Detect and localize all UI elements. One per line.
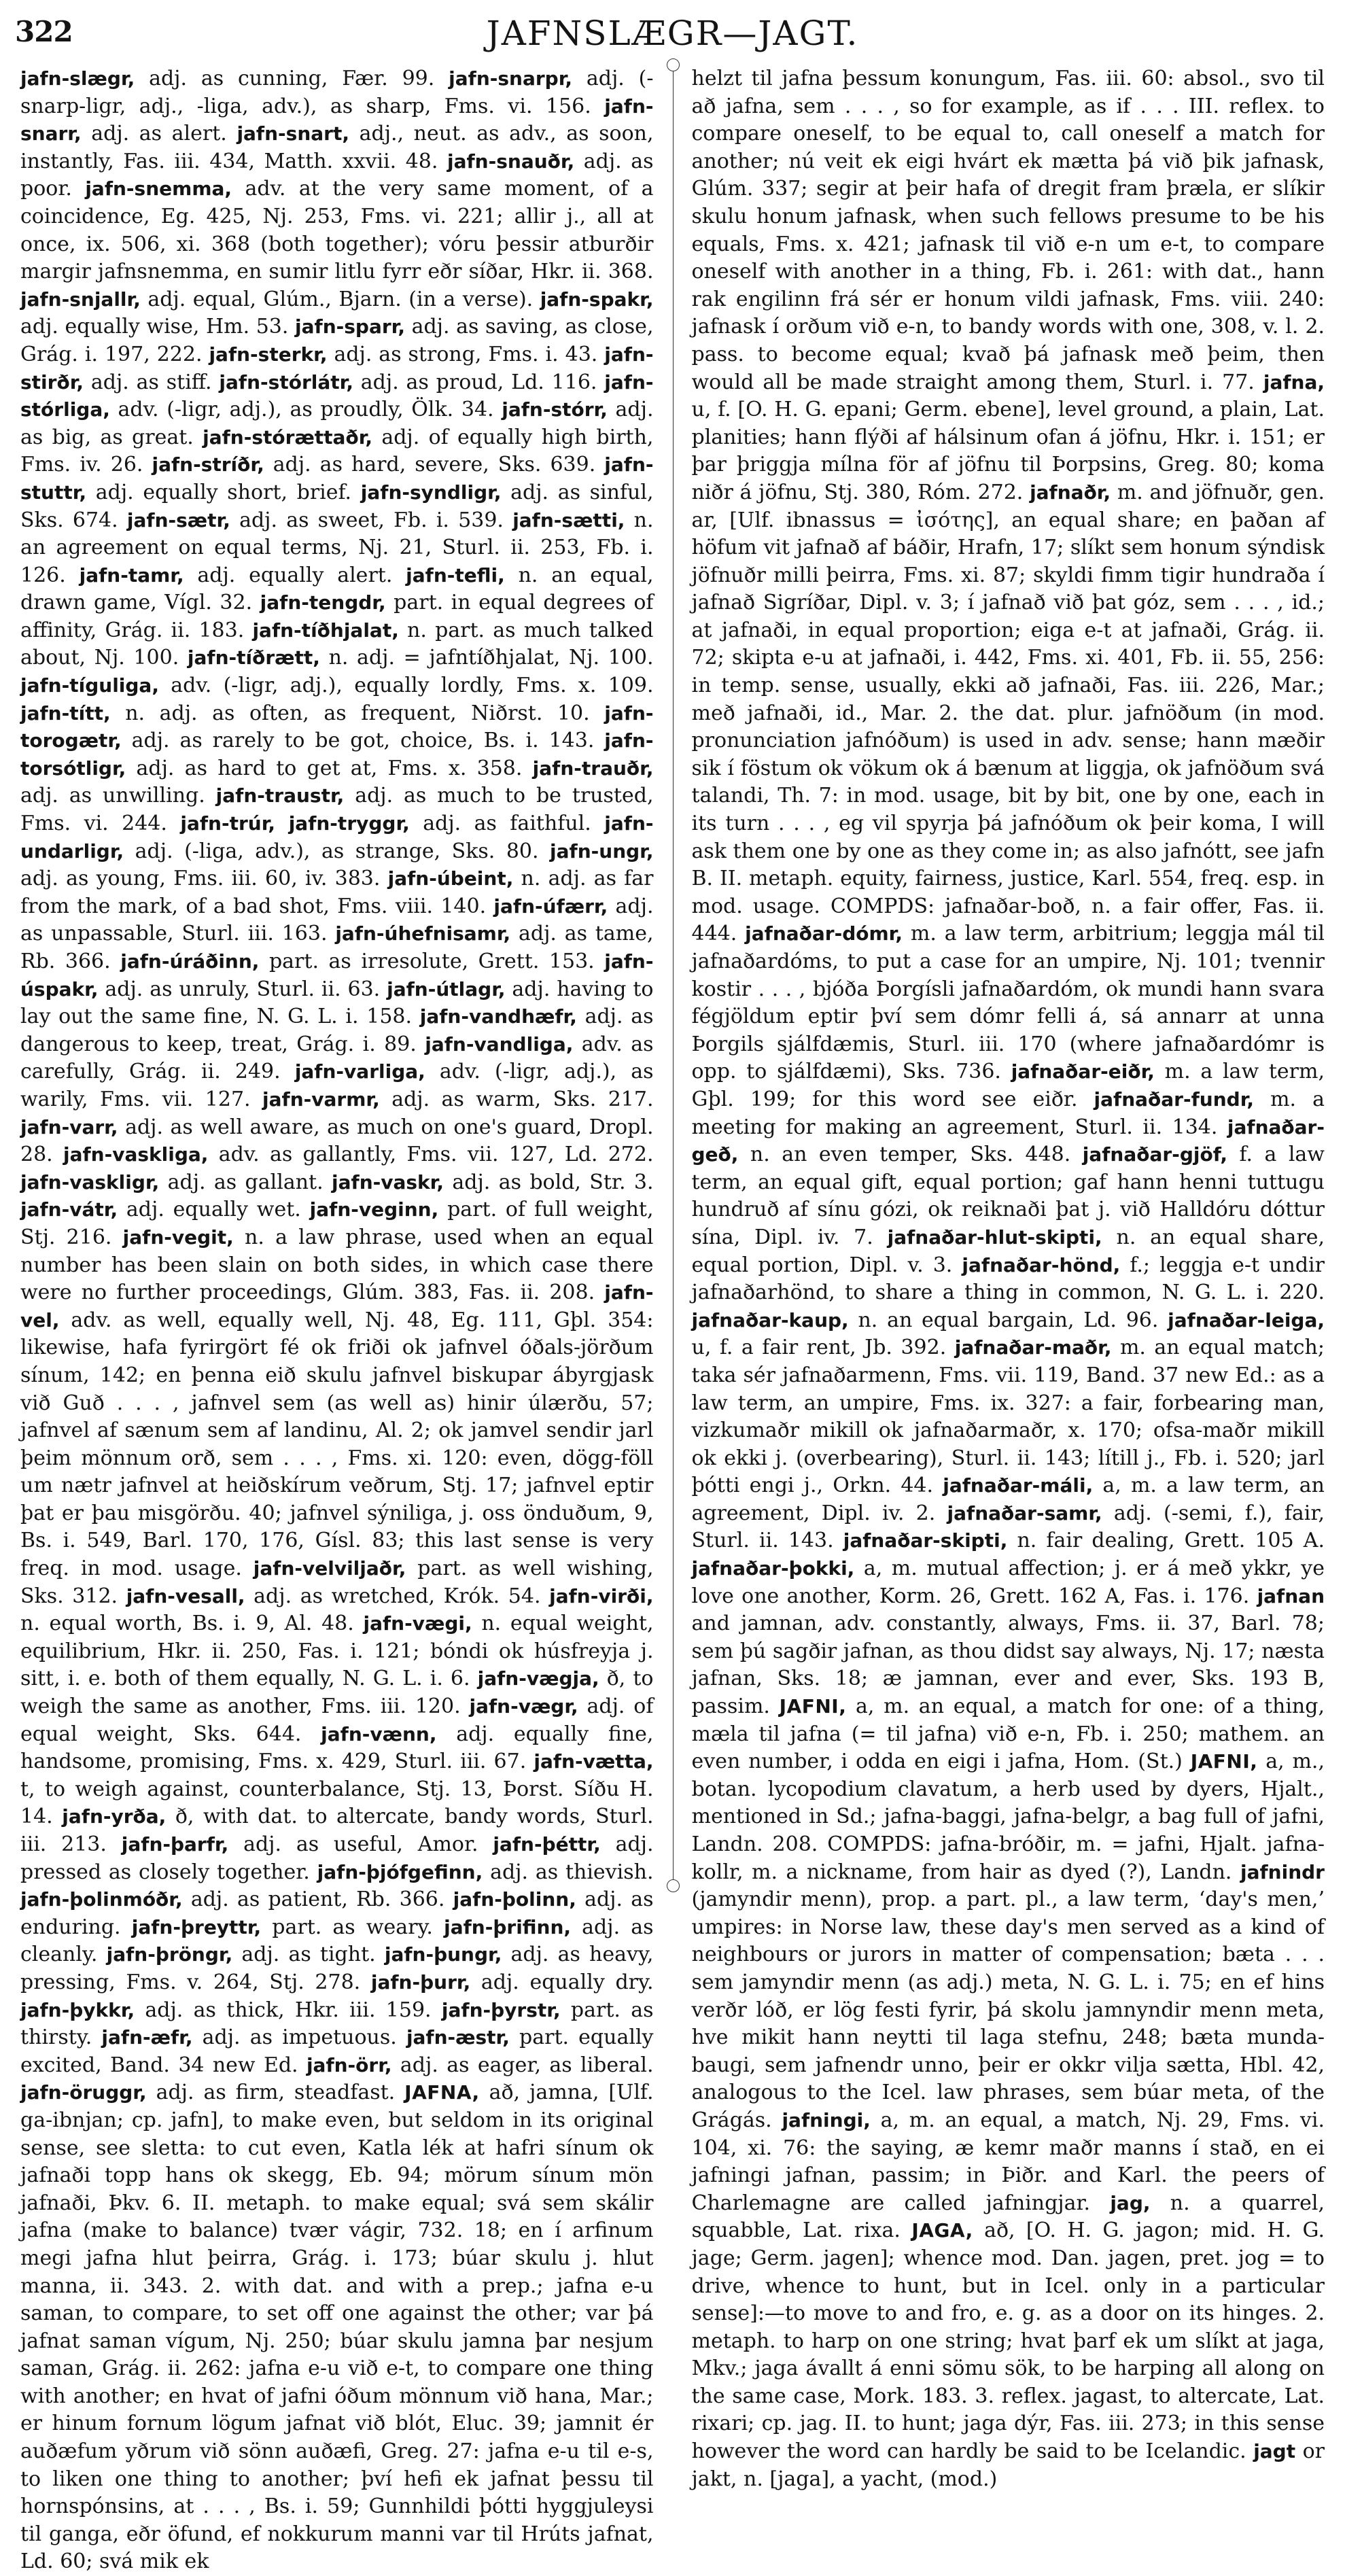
definition: part. as weary. xyxy=(272,1915,433,1939)
definition: adj. as well aware, as much on one's guard, Dropl. 28. xyxy=(20,1115,654,1167)
definition: adj. as wretched, Krók. 54. xyxy=(254,1584,541,1608)
definition: and jamnan, adv. constantly, always, Fms. ii. 37, Barl. 78; sem þú sagðir jafnan, as thou didst say always, Nj. 17; næsta jafnan, Sks. 18; æ jamnan, ever and ever, Sks. 193 B, passim. xyxy=(691,1612,1325,1719)
headword: jafn-tengdr, xyxy=(260,591,386,614)
definition: adj. (-semi, f.), fair, Sturl. ii. 143. xyxy=(691,1501,1325,1553)
definition: adj. equal, Glúm., Bjarn. (in a verse). xyxy=(147,287,534,311)
headword: jafn-velviljaðr, xyxy=(253,1557,406,1580)
headword: jafn-vænn, xyxy=(321,1722,437,1745)
headword: jafn-vætta, xyxy=(534,1750,654,1773)
definition: m. a law term, Gþl. 199; for this word see eiðr. xyxy=(691,1060,1325,1111)
headword: jafn-varr, xyxy=(20,1115,118,1138)
definition: adj. as tight. xyxy=(241,1943,376,1967)
headword: jafn-vaskligr, xyxy=(20,1170,160,1194)
definition: (jamyndir menn), prop. a part. pl., a law term, ‘day's men,’ umpires: in Norse law, these day's men served as a kind of neighbours or jurors in matter of compensation; bæta . . . sem jamyndir menn (as adj.) meta, N. G. L. i. 75; en ef hins verðr lóð, er lög festi fyrir, þá skolu jamnyndir menn meta, hve mikit hann neytti til laga stefnu, 248; bæta munda-baugi, sem jafnendr unno, þeir er okkr vilja sætta, Hbl. 42, analogous to the Icel. law phrases, sem búar meta, of the Grágás. xyxy=(691,1887,1325,2132)
definition: n. a law phrase, used when an equal number has been slain on both sides, in which case there were no further proceedings, Glúm. 383, Fas. ii. 208. xyxy=(20,1225,654,1305)
definition: adj. as proud, Ld. 116. xyxy=(360,370,597,394)
columns xyxy=(20,65,1325,2574)
definition: a, m. a law term, an agreement, Dipl. iv. 2. xyxy=(691,1474,1325,1525)
definition: adj. equally short, brief. xyxy=(95,480,352,504)
headword: jafn-torsótligr, xyxy=(20,729,654,780)
headword: jafn-stríðr, xyxy=(152,453,264,476)
definition: n. equal worth, Bs. i. 9, Al. 48. xyxy=(20,1612,354,1636)
definition: adj. as dangerous to keep, treat, Grág. i. 89. xyxy=(20,1005,654,1056)
headword: jafn-úfærr, xyxy=(493,894,608,918)
headword: jafn-spakr, xyxy=(540,288,654,311)
headword: jafn-traustr, xyxy=(215,784,345,807)
definition: adj. as firm, steadfast. xyxy=(156,2081,396,2105)
definition: adj. as big, as great. xyxy=(20,398,654,449)
headword: jafn-æstr, xyxy=(406,2026,510,2049)
headword: jafn-sætti, xyxy=(512,508,625,532)
definition: að, jamna, [Ulf. ga-ibnjan; cp. jafn], to make even, but seldom in its original sense, see sletta: to cut even, Katla lék at hafri sínum ok jafnaði topp hans ok skegg, Eb. 94; mörum sínum mön jafnaði, Þkv. 6. II. metaph. to make equal; svá sem skálir jafna (make to balance) tvær vágir, 732. 18; en í arfinum megi jafna hlut þeirra, Grág. i. 173; búar skulu j. hlut manna, ii. 343. 2. with dat. and with a prep.; jafna e-u saman, to compare, to set off one against the other; var þá jafnat saman vígum, Nj. 250; búar skulu jamna þar nesjum saman, Grág. ii. 262: jafna e-u við e-t, to compare one thing with another; en hvat of jafni óðum mönnum við hana, Mar.; er hinum fornum lögum jafnat við blót, Eluc. 39; jamnit ér auðæfum yðrum við sönn auðæfi, Greg. 27: jafna e-u til e-s, to liken one thing to another; því hefi ek jafnat þessu til hornspónsins, at . . . , Bs. i. 59; Gunnhildi þótti hyggjuleysi til ganga, eðr öfund, ef nokkurum manni var til Hrúts jafnat, Ld. 60; svá mik ek xyxy=(20,2081,654,2574)
running-head: JAFNSLÆGR—JAGT. xyxy=(486,14,859,53)
headword: jafnaðar-leiga, xyxy=(1168,1308,1325,1331)
definition: adj. of equal weight, Sks. 644. xyxy=(20,1694,654,1746)
headword: jafnaðar-geð, xyxy=(691,1115,1325,1166)
definition: ð, with dat. to altercate, bandy words, Sturl. iii. 213. xyxy=(20,1805,654,1856)
headword: jafn-vandhæfr, xyxy=(419,1005,577,1028)
headword: jafn-torogætr, xyxy=(20,701,654,752)
headword: jafn-vægi, xyxy=(363,1612,472,1635)
definition: adv. at the very same moment, of a coincidence, Eg. 425, Nj. 253, Fms. vi. 221; allir j., all at once, ix. 506, xi. 368 (both together); vóru þessir atburðir margir jafnsnemma, en sumir litlu fyrr eðr síðar, Hkr. ii. 368. xyxy=(20,177,654,284)
headword: jafn-sterkr, xyxy=(209,343,328,366)
headword: jafn-stuttr, xyxy=(20,453,654,504)
definition: adj. as young, Fms. iii. 60, iv. 383. xyxy=(20,867,381,891)
headword: jafn-vægja, xyxy=(477,1667,599,1690)
page-number: 322 xyxy=(15,15,73,48)
headword: JAFNI, xyxy=(1190,1750,1258,1773)
headword: jafn-örr, xyxy=(306,2053,392,2076)
definition: adj., neut. as adv., as soon, instantly, Fas. iii. 434, Matth. xxvii. 48. xyxy=(20,122,654,173)
definition: m. an equal match; taka sér jafnaðarmenn, Fms. vii. 119, Band. 37 new Ed.: as a law term, an umpire, Fms. ix. 327: a fair, forbearing man, vizkumaðr mikill ok jafnaðarmaðr, x. 170; ofsa-maðr mikill ok ekki j. (overbearing), Sturl. ii. 143; lítill j., Fb. i. 520; jarl þótti engi j., Orkn. 44. xyxy=(691,1336,1325,1498)
headword: jafn-stirðr, xyxy=(20,343,654,394)
definition: part. as well wishing, Sks. 312. xyxy=(20,1556,654,1608)
headword: jafnaðar-fundr, xyxy=(1094,1087,1255,1111)
definition: part. in equal degrees of affinity, Grág. ii. 183. xyxy=(20,591,654,642)
definition: adj. as hard, severe, Sks. 639. xyxy=(273,453,596,477)
headword: jafn-syndligr, xyxy=(360,481,502,504)
definition: adj. as unpassable, Sturl. iii. 163. xyxy=(20,894,654,946)
definition: adj. as eager, as liberal. xyxy=(400,2053,654,2077)
definition: n. fair dealing, Grett. 105 A. xyxy=(1017,1529,1325,1553)
definition: ð, to weigh the same as another, Fms. iii. 120. xyxy=(20,1667,654,1719)
headword: jafn-snarr, xyxy=(20,94,654,145)
definition: n. an equal, drawn game, Vígl. 32. xyxy=(20,563,654,615)
headword: jafnaðar-kaup, xyxy=(691,1308,849,1331)
definition: adj. having to lay out the same fine, N. G. L. i. 158. xyxy=(20,977,654,1029)
definition: n. a quarrel, squabble, Lat. rixa. xyxy=(691,2191,1325,2243)
definition: adv. (-ligr, adj.), equally lordly, Fms. x. 109. xyxy=(171,674,654,698)
headword: jafn-vátr, xyxy=(20,1198,118,1221)
definition: or jakt, n. [jaga], a yacht, (mod.) xyxy=(691,2439,1325,2491)
definition: adj. as much to be trusted, Fms. vi. 244. xyxy=(20,784,654,836)
definition: adj. as patient, Rb. 366. xyxy=(190,1887,445,1912)
headword: jafnaðar-skipti, xyxy=(843,1529,1008,1552)
headword: JAFNI, xyxy=(779,1695,847,1718)
definition: n. adj. as far from the mark, of a bad shot, Fms. viii. 140. xyxy=(20,867,654,918)
headword: jafn-trúr, jafn-tryggr, xyxy=(180,812,410,835)
definition: adj. as warm, Sks. 217. xyxy=(391,1087,654,1111)
headword: jafn-veginn, xyxy=(309,1198,439,1221)
definition: a, m. mutual affection; j. er á með ykkr, ye love one another, Korm. 26, Grett. 162 A, Fas. i. 176. xyxy=(691,1556,1325,1608)
headword: jag, xyxy=(1110,2191,1151,2214)
headword: jafn-úbeint, xyxy=(387,867,514,890)
definition: a, m. an equal, a match for one: of a thing, mæla til jafna (= til jafna) við e-n, Fb. i. 250; mathem. an even number, i odda en eigi i jafna, Hom. (St.) xyxy=(691,1694,1325,1774)
definition: adv. as carefully, Grág. ii. 249. xyxy=(20,1032,654,1084)
definition: adj. as thick, Hkr. iii. 159. xyxy=(145,1998,432,2022)
dictionary-text-block xyxy=(692,65,1325,2493)
definition: adj. as sinful, Sks. 674. xyxy=(20,480,654,532)
headword: jafn-þéttr, xyxy=(493,1833,601,1856)
definition: f. a law term, an equal gift, equal portion; gaf hann henni tuttugu hundruð af sínu gózi, ok reiknaði þat j. við Halldóru dóttur sína, Dipl. iv. 7. xyxy=(691,1143,1325,1249)
headword: jafnaðar-gjöf, xyxy=(1082,1143,1227,1166)
definition: helzt til jafna þessum konungum, Fas. iii. 60: absol., svo til að jafna, sem . . . , so for example, as if . . . III. reflex. to compare oneself, to be equal to, call oneself a match for another; nú veit ek eigi hvárt ek mætta þá við þik jafnask, Glúm. 337; segir at þeir hafa of dregit fram þræla, er slíkir skulu honum jafnask, when such fellows presume to be his equals, Fms. x. 421; jafnask til við e-n um e-t, to compare oneself with another in a thing, Fb. i. 261: with dat., hann rak engilinn frá sér er honum vildi jafnask, Fms. viii. 240: jafnask í orðum við e-n, to bandy words with one, 308, v. l. 2. pass. to become equal; kvað þá jafnask með þeim, then would all be made straight among them, Sturl. i. 77. xyxy=(691,67,1325,394)
headword: jafn-trauðr, xyxy=(532,756,654,780)
definition: n. an even temper, Sks. 448. xyxy=(750,1143,1071,1167)
headword: jafn-úspakr, xyxy=(20,950,654,1000)
definition: adj. of equally high birth, Fms. iv. 26. xyxy=(20,425,654,477)
headword: jafnaðar-maðr, xyxy=(954,1336,1112,1359)
headword: jafn-stórlátr, xyxy=(219,370,353,394)
definition: adv. as gallantly, Fms. vii. 127, Ld. 272. xyxy=(218,1143,654,1167)
definition: adj. as heavy, pressing, Fms. v. 264, Stj. 278. xyxy=(20,1943,654,1994)
definition: part. as thirsty. xyxy=(20,1998,654,2050)
headword: jafn-stórliga, xyxy=(20,370,654,421)
headword: JAGA, xyxy=(911,2219,973,2242)
definition: adj. as impetuous. xyxy=(202,2025,397,2050)
definition: adj. as unruly, Sturl. ii. 63. xyxy=(105,977,381,1001)
headword: jafn-vandliga, xyxy=(425,1032,574,1056)
definition: part. equally excited, Band. 34 new Ed. xyxy=(20,2025,654,2077)
headword: jafn-þungr, xyxy=(384,1943,502,1966)
definition: u, f. a fair rent, Jb. 392. xyxy=(691,1336,947,1360)
definition: adj. as sweet, Fb. i. 539. xyxy=(239,508,504,532)
definition: adj. as stiff. xyxy=(90,370,212,394)
definition: adj. as cleanly. xyxy=(20,1915,654,1967)
headword: jafn-snart, xyxy=(237,122,349,145)
definition: part. of full weight, Stj. 216. xyxy=(20,1198,654,1249)
headword: jafnaðar-hlut-skipti, xyxy=(887,1225,1102,1249)
headword: jafn-þurr, xyxy=(370,1970,471,1994)
headword: jafn-úráðinn, xyxy=(120,950,260,973)
headword: jafn-tíðhjalat, xyxy=(252,619,399,642)
headword: jagt xyxy=(1253,2440,1296,2463)
definition: part. as irresolute, Grett. 153. xyxy=(268,950,595,973)
definition: f.; leggja e-t undir jafnaðarhönd, to share a thing in common, N. G. L. i. 220. xyxy=(691,1253,1325,1305)
definition: n. part. as much talked about, Nj. 100. xyxy=(20,618,654,670)
headword: jafn-snauðr, xyxy=(447,150,575,173)
definition: adj. equally wet. xyxy=(126,1198,301,1222)
headword: jafnaðar-dómr, xyxy=(745,922,903,945)
headword: jafn-snarpr, xyxy=(449,67,573,90)
definition: m. a meeting for making an agreement, Sturl. ii. 134. xyxy=(691,1087,1325,1139)
headword: jafn-vegit, xyxy=(122,1225,234,1249)
headword: jafn-þröngr, xyxy=(106,1943,233,1966)
definition: adj. as gallant. xyxy=(167,1170,324,1194)
headword: jafn-öruggr, xyxy=(20,2081,147,2104)
headword: jafn-vel, xyxy=(20,1281,654,1331)
definition: n. an equal share, equal portion, Dipl. v. 3. xyxy=(691,1225,1325,1277)
definition: n. an equal bargain, Ld. 96. xyxy=(858,1308,1159,1332)
headword: jafnaðr, xyxy=(1030,481,1111,504)
headword: jafn-þarfr, xyxy=(121,1833,229,1856)
definition: adj. as strong, Fms. i. 43. xyxy=(334,342,598,366)
definition: adj. equally fine, handsome, promising, Fms. x. 429, Sturl. iii. 67. xyxy=(20,1722,654,1774)
headword: jafn-æfr, xyxy=(101,2026,193,2049)
definition: adj. as enduring. xyxy=(20,1887,654,1939)
headword: jafn-þyrstr, xyxy=(441,1998,561,2021)
headword: jafnaðar-máli, xyxy=(943,1474,1094,1497)
headword: jafn-sparr, xyxy=(295,315,405,338)
headword: jafn-ungr, xyxy=(550,839,654,863)
headword: jafn-undarligr, xyxy=(20,812,654,863)
headword: jafn-vaskr, xyxy=(332,1170,444,1194)
left-column xyxy=(20,65,654,2574)
headword: jafnindr xyxy=(1240,1860,1325,1883)
headword: jafn-snjallr, xyxy=(20,288,141,311)
headword: jafn-tíðrætt, xyxy=(187,646,320,669)
definition: adj. pressed as closely together. xyxy=(20,1832,654,1884)
definition: a, m. an equal, a match, Nj. 29, Fms. vi. 104, xi. 76: the saying, æ kemr maðr manns í stað, en ei jafningi jafnan, passim; in Þiðr. and Karl. the peers of Charlemagne are called jafningjar. xyxy=(691,2108,1325,2215)
definition: adj. as useful, Amor. xyxy=(243,1832,478,1856)
headword: jafn-úhefnisamr, xyxy=(335,922,511,945)
headword: jafnaðar-eiðr, xyxy=(1011,1060,1155,1083)
headword: JAFNA, xyxy=(404,2081,480,2104)
headword: jafn-stórr, xyxy=(502,398,608,421)
headword: jafn-slægr, xyxy=(20,67,135,90)
headword: jafn-varliga, xyxy=(294,1060,425,1083)
definition: n. adj. as often, as frequent, Niðrst. 10. xyxy=(125,701,590,725)
headword: jafnaðar-þokki, xyxy=(691,1557,855,1580)
headword: jafn-þykkr, xyxy=(20,1998,135,2021)
headword: jafn-tíguliga, xyxy=(20,674,159,697)
definition: adv. (-ligr, adj.), as proudly, Ölk. 34. xyxy=(118,398,494,422)
definition: adj. equally wise, Hm. 53. xyxy=(20,315,289,339)
definition: adv. as well, equally well, Nj. 48, Eg. 111, Gþl. 354: likewise, hafa fyrirgört fé ok friði ok jafnvel óðals-jörðum sínum, 142; en þenna eið skulu jafnvel biskupar ábyrgjask við Guð . . . , jafnvel sem (as well as) hinir úlærðu, 57; jafnvel af sænum sem af landinu, Al. 2; ok jamvel sendir jarl þeim mönnum orð, sem . . . , Fms. xi. 120: even, dögg-föll um nætr jafnvel at heiðskírum veðrum, Stj. 17; jafnvel eptir þat er þau misgörðu. 40; jafnvel sýniliga, j. oss önduðum, 9, Bs. i. 549, Barl. 170, 176, Gísl. 83; this last sense is very freq. in mod. usage. xyxy=(20,1308,654,1581)
definition: adj. equally dry. xyxy=(481,1970,654,1994)
definition: adj. as thievish. xyxy=(490,1860,654,1884)
definition: a, m., botan. lycopodium clavatum, a herb used by dyers, Hjalt., mentioned in Sd.; jafna-baggi, jafna-belgr, a bag full of jafni, Landn. 208. COMPDS: jafna-bróðir, m. = jafni, Hjalt. jafna-kollr, m. a nickname, from hair as dyed (?), Landn. xyxy=(691,1750,1325,1884)
headword: jafn-tamr, xyxy=(79,563,184,587)
definition: adj. as hard to get at, Fms. x. 358. xyxy=(136,756,523,780)
headword: jafn-stórættaðr, xyxy=(203,425,373,449)
headword: jafn-títt, xyxy=(20,701,111,725)
headword: jafnan xyxy=(1257,1584,1325,1607)
headword: jafn-þolinmóðr, xyxy=(20,1888,183,1911)
headword: jafningi, xyxy=(782,2108,871,2131)
headword: jafn-varmr, xyxy=(262,1087,380,1111)
headword: jafnaðar-hönd, xyxy=(962,1253,1121,1276)
definition: adj. (-snarp-ligr, adj., -liga, adv.), as sharp, Fms. vi. 156. xyxy=(20,67,654,118)
headword: jafnaðar-samr, xyxy=(947,1501,1102,1525)
headword: jafn-vægr, xyxy=(469,1695,578,1718)
definition: adj. as poor. xyxy=(20,149,654,201)
headword: jafn-yrða, xyxy=(62,1805,167,1828)
definition: adj. as faithful. xyxy=(423,812,591,836)
headword: jafn-virði, xyxy=(549,1584,654,1607)
definition: adj. (-liga, adv.), as strange, Sks. 80. xyxy=(135,839,539,863)
headword: jafna, xyxy=(1263,370,1325,394)
definition: adj. as rarely to be got, choice, Bs. i. 143. xyxy=(131,729,595,753)
headword: jafn-þjófgefinn, xyxy=(317,1860,483,1883)
headword: jafn-sætr, xyxy=(126,508,230,532)
definition: adj. as saving, as close, Grág. i. 197, 222. xyxy=(20,315,654,366)
definition: að, [O. H. G. jagon; mid. H. G. jage; Germ. jagen]; whence mod. Dan. jagen, pret. jog = to drive, whence to hunt, but in Icel. only in a particular sense]:—to move to and fro, e. g. as a door on its hinges. 2. metaph. to harp on one string; hvat þarf ek um slíkt at jaga, Mkv.; jaga ávallt á enni sömu sök, to be harping all along on the same case, Mork. 183. 3. reflex. jagast, to altercate, Lat. rixari; cp. jag. II. to hunt; jaga dýr, Fas. iii. 273; in this sense however the word can hardly be said to be Icelandic. xyxy=(691,2218,1325,2464)
definition: n. adj. = jafntíðhjalat, Nj. 100. xyxy=(328,646,654,670)
headword: jafn-þrifinn, xyxy=(444,1915,572,1938)
definition: m. and jöfnuðr, gen. ar, [Ulf. ibnassus = ἰσότης], an equal share; en þaðan af höfum vit jafnað af báðir, Hrafn, 17; slíkt sem honum sýndisk jöfnuðr milli þeirra, Fms. xi. 87; skyldi fimm tigir hundraða í jafnað Sigríðar, Dipl. v. 3; í jafnað við þat góz, sem . . . , id.; at jafnaði, in equal proportion; eiga e-t at jafnaði, Grág. ii. 72; skipta e-u at jafnaði, i. 442, Fms. xi. 401, Fb. ii. 55, 256: in temp. sense, usually, ekki að jafnaði, Fas. iii. 226, Mar.; með jafnaði, id., Mar. 2. the dat. plur. jafnöðum (in mod. pronunciation jafnóðum) is used in adv. sense; hann mæðir sik í föstum ok vökum ok á bænum at liggja, ok jafnöðum svá talandi, Th. 7: in mod. usage, bit by bit, one by one, each in its turn . . . , eg vil spyrja þá jafnóðum ok þeir koma, I will ask them one by one as they come in; as also jafnótt, see jafn B. II. metaph. equity, fairness, justice, Karl. 554, freq. esp. in mod. usage. COMPDS: jafnaðar-boð, n. a fair offer, Fas. ii. 444. xyxy=(691,480,1325,946)
right-column xyxy=(691,65,1325,2491)
headword: jafn-vaskliga, xyxy=(63,1143,209,1166)
definition: adj. as alert. xyxy=(91,122,227,146)
definition: adj. equally alert. xyxy=(197,563,393,587)
definition: n. an agreement on equal terms, Nj. 21, Sturl. ii. 253, Fb. i. 126. xyxy=(20,508,654,587)
definition: adv. (-ligr, adj.), as warily, Fms. vii. 127. xyxy=(20,1060,654,1111)
headword: jafn-tefli, xyxy=(406,563,505,587)
definition: u, f. [O. H. G. epani; Germ. ebene], level ground, a plain, Lat. planities; hann flýði af hálsinum ofan á jöfnu, Hkr. i. 151; er þar þriggja mílna för af jöfnu til Þorpsins, Greg. 80; koma niðr á jöfnu, Stj. 380, Róm. 272. xyxy=(691,398,1325,504)
headword: jafn-þolinn, xyxy=(453,1888,576,1911)
dictionary-text-block xyxy=(20,65,654,2576)
definition: adj. as cunning, Fær. 99. xyxy=(149,67,435,90)
headword: jafn-snemma, xyxy=(85,177,232,201)
definition: t, to weigh against, counterbalance, Stj. 13, Þorst. Síðu H. 14. xyxy=(20,1777,654,1829)
definition: adj. as bold, Str. 3. xyxy=(452,1170,654,1194)
headword: jafn-þreyttr, xyxy=(131,1915,262,1938)
definition: adj. as unwilling. xyxy=(20,784,205,808)
headword: jafn-útlagr, xyxy=(387,977,506,1000)
definition: m. a law term, arbitrium; leggja mál til jafnaðardóms, to put a case for an umpire, Nj. 101; tvennir kostir . . . , bjóða Þorgísli jafnaðardóm, ok mundi hann svara fégjöldum eptir því sem dómr felli á, sá annarr at unna Þorgils sjálfdæmis, Sturl. iii. 170 (where jafnaðardómr is opp. to sjálfdæmi), Sks. 736. xyxy=(691,922,1325,1084)
headword: jafn-vesall, xyxy=(126,1584,245,1607)
definition: n. equal weight, equilibrium, Hkr. ii. 250, Fas. i. 121; bóndi ok húsfreyja j. sitt, i. e. both of them equally, N. G. L. i. 6. xyxy=(20,1612,654,1691)
definition: adj. as tame, Rb. 366. xyxy=(20,922,654,973)
